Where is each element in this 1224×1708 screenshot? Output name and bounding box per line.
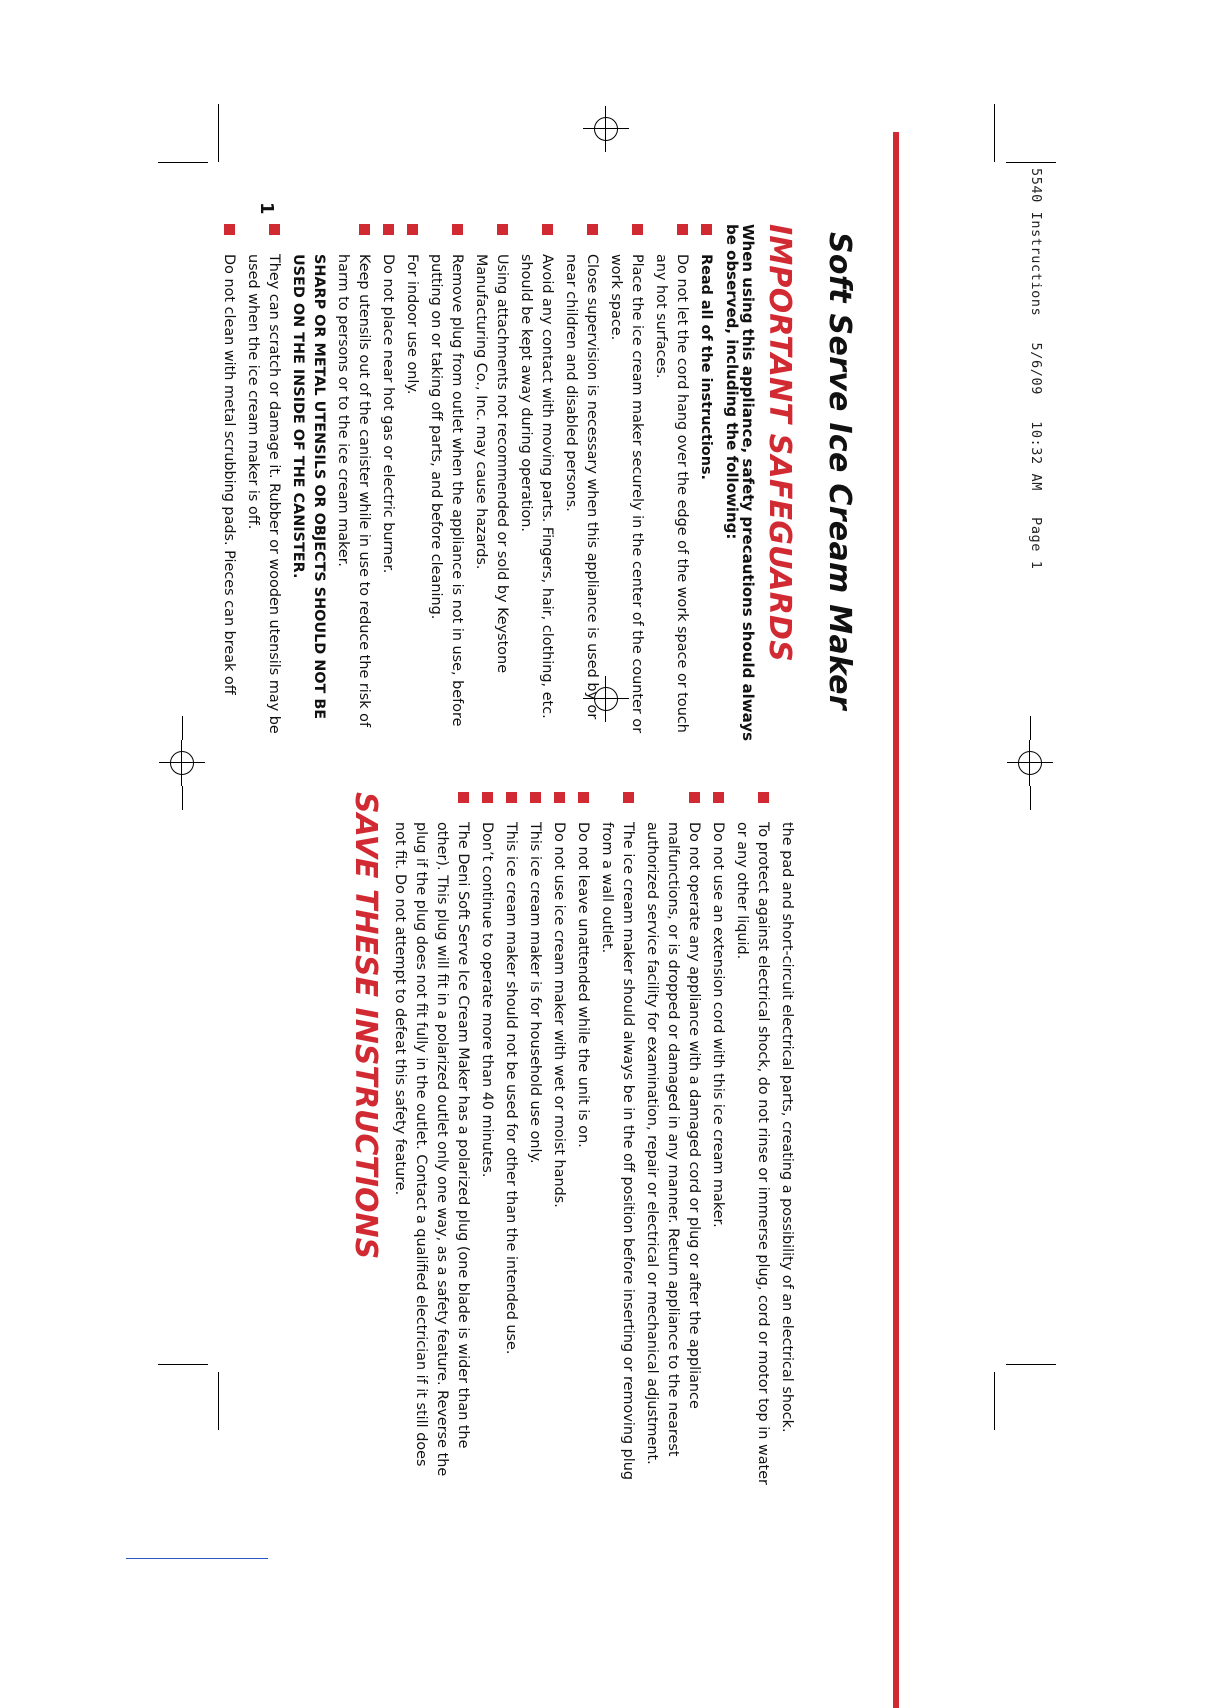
list-item-text: Do not use an extension cord with this ice cream maker. xyxy=(710,822,726,1228)
bullet-icon xyxy=(623,792,634,803)
bullet-icon xyxy=(713,792,724,803)
list-item xyxy=(524,792,545,1492)
bullet-icon xyxy=(506,792,517,803)
list-item xyxy=(401,224,422,754)
list-item-text: Do not let the cord hang over the edge of the work space or touch any hot surfaces. xyxy=(653,254,690,733)
bullet-icon xyxy=(269,224,280,235)
list-item-text: Do not place near hot gas or electric burner. xyxy=(380,254,396,574)
list-item xyxy=(596,792,638,1492)
crop-mark xyxy=(1030,716,1031,740)
list-item-text: Read all of the instructions. xyxy=(698,254,714,480)
crop-mark xyxy=(994,104,995,162)
list-item xyxy=(470,224,512,754)
bullet-icon xyxy=(458,792,469,803)
print-slug: 5540 Instructions 5/6/09 10:32 AM Page 1 xyxy=(1028,168,1044,570)
bullet-icon xyxy=(677,224,688,235)
list-item-text: Do not operate any appliance with a damaged cord or plug or after the appliance malfunctions, or is dropped or damaged in any manner. Return appliance to the nearest authorized service facility for examination, repair or electrical or mechanical adjustment. xyxy=(644,822,702,1465)
list-item xyxy=(731,792,773,1492)
bullet-icon xyxy=(542,224,553,235)
document-page xyxy=(221,132,945,1708)
section-heading: IMPORTANT SAFEGUARDS xyxy=(762,224,797,662)
bullet-icon xyxy=(632,224,643,235)
right-column xyxy=(348,792,797,1492)
list-item-text: For indoor use only. xyxy=(404,254,420,395)
bullet-icon xyxy=(452,224,463,235)
list-item-continuation xyxy=(776,792,797,1492)
crop-mark xyxy=(1030,786,1031,810)
list-item xyxy=(377,224,398,754)
bullet-icon xyxy=(530,792,541,803)
list-item-text: SHARP OR METAL UTENSILS OR OBJECTS SHOULD NOT BE USED ON THE INSIDE OF THE CANISTER. xyxy=(290,254,327,720)
list-item xyxy=(218,224,239,754)
list-item-text: the pad and short-circuit electrical parts, creating a possibility of an electrical shock. xyxy=(779,822,795,1433)
list-item xyxy=(707,792,728,1492)
bullet-icon xyxy=(407,224,418,235)
list-item-text: Remove plug from outlet when the appliance is not in use, before putting on or taking off parts, and before cleaning. xyxy=(428,254,465,727)
list-item-text: Avoid any contact with moving parts. Fingers, hair, clothing, etc. should be kept away during operation. xyxy=(518,254,555,719)
page-number: 1 xyxy=(256,202,277,215)
list-item xyxy=(641,792,704,1492)
list-item xyxy=(425,224,467,754)
page-title: Soft Serve Ice Cream Maker xyxy=(822,232,857,710)
bullet-icon xyxy=(482,792,493,803)
list-item-text: Place the ice cream maker securely in the center of the counter or work space. xyxy=(608,254,645,734)
bullet-icon xyxy=(701,224,712,235)
bullet-icon xyxy=(578,792,589,803)
list-item-text: Using attachments not recommended or sold by Keystone Manufacturing Co., Inc. may cause hazards. xyxy=(473,254,510,674)
bullet-icon xyxy=(383,224,394,235)
bullet-icon xyxy=(689,792,700,803)
list-item-text: They can scratch or damage it. Rubber or wooden utensils may be used when the ice cream maker is off. xyxy=(245,254,282,734)
list-item xyxy=(332,224,374,754)
list-item xyxy=(515,224,557,754)
crop-mark xyxy=(218,104,219,162)
list-item xyxy=(560,224,602,754)
list-item-text: To protect against electrical shock, do not rinse or immerse plug, cord or motor top in water or any other liquid. xyxy=(734,822,771,1485)
list-item-text: Do not leave unattended while the unit is on. xyxy=(575,822,591,1148)
list-item xyxy=(572,792,593,1492)
list-item xyxy=(476,792,497,1492)
list-item xyxy=(500,792,521,1492)
list-item-text: Do not clean with metal scrubbing pads. Pieces can break off xyxy=(221,254,237,695)
list-item xyxy=(287,224,329,754)
list-item xyxy=(389,792,473,1492)
list-item xyxy=(548,792,569,1492)
safeguard-list xyxy=(218,224,716,754)
list-item-text: This ice cream maker should not be used for other than the intended use. xyxy=(503,822,519,1355)
intro-text: When using this appliance, safety precautions should always be observed, including the following: xyxy=(723,224,757,742)
bullet-icon xyxy=(758,792,769,803)
registration-mark-icon xyxy=(1007,740,1053,786)
bullet-icon xyxy=(554,792,565,803)
bullet-icon xyxy=(587,224,598,235)
title-rule xyxy=(893,132,899,1708)
list-item xyxy=(695,224,716,754)
crop-mark xyxy=(158,1364,208,1365)
list-item-text: Keep utensils out of the canister while in use to reduce the risk of harm to persons or to the ice cream maker. xyxy=(335,254,372,728)
list-item-text: Do not use ice cream maker with wet or moist hands. xyxy=(551,822,567,1208)
list-item xyxy=(605,224,647,754)
list-item xyxy=(242,224,284,754)
bullet-icon xyxy=(497,224,508,235)
crop-mark xyxy=(182,786,183,810)
bullet-icon xyxy=(224,224,235,235)
crop-mark xyxy=(218,1372,219,1430)
left-column xyxy=(215,224,797,754)
crop-mark xyxy=(1006,1364,1056,1365)
list-item xyxy=(650,224,692,754)
crop-mark xyxy=(1006,162,1056,163)
bullet-icon xyxy=(359,224,370,235)
list-item-text: The ice cream maker should always be in the off position before inserting or removing plug from a wall outlet. xyxy=(599,822,636,1481)
list-item-text: This ice cream maker is for household use only. xyxy=(527,822,543,1164)
crop-mark xyxy=(158,162,208,163)
list-item-text: Don’t continue to operate more than 40 minutes. xyxy=(479,822,495,1178)
crop-mark xyxy=(994,1372,995,1430)
list-item-text: The Deni Soft Serve Ice Cream Maker has a polarized plug (one blade is wider than the other). This plug will fit in a polarized outlet only one way, as a safety feature. Reverse the plug if the plug does not fit fully in the outlet. Contact a qualified electrician if it still does not fit. Do not attempt to defeat this safety feature. xyxy=(392,822,471,1477)
crop-mark xyxy=(182,716,183,740)
safeguard-list xyxy=(389,792,797,1492)
list-item-text: Close supervision is necessary when this appliance is used by or near children and disabled persons. xyxy=(563,254,600,720)
registration-mark-icon xyxy=(159,740,205,786)
save-instructions-heading: SAVE THESE INSTRUCTIONS xyxy=(348,792,383,1260)
